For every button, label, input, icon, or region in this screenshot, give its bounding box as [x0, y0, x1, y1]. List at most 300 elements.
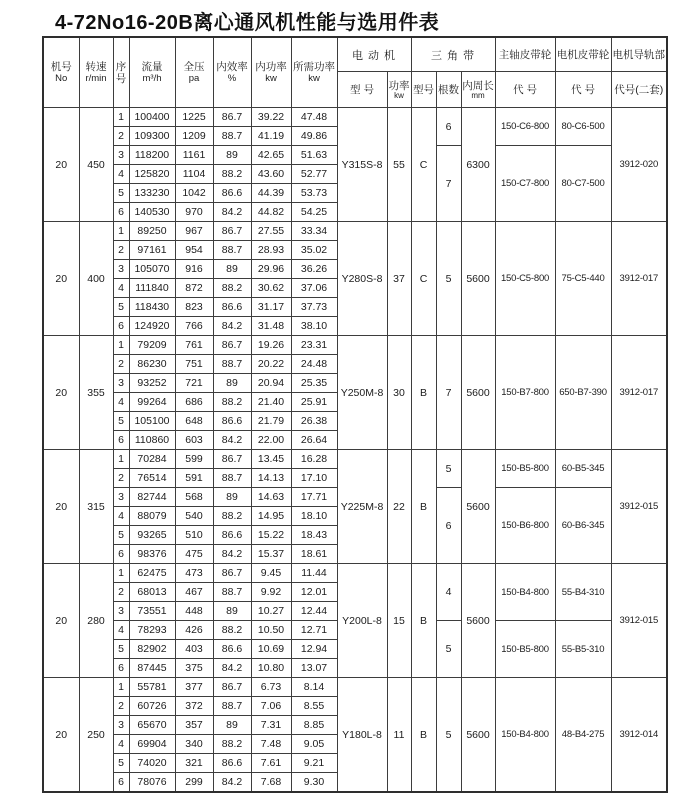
seq-cell: 4 — [113, 507, 129, 526]
pressure-cell: 1161 — [175, 146, 213, 165]
seq-cell: 2 — [113, 469, 129, 488]
required-power-cell: 37.06 — [291, 279, 337, 298]
table-row — [43, 678, 667, 697]
header-speed: 转速 r/min — [79, 37, 113, 108]
belt-count-cell: 5 — [436, 678, 461, 793]
belt-model-cell: C — [411, 222, 436, 336]
pressure-cell: 954 — [175, 241, 213, 260]
efficiency-cell: 88.7 — [213, 127, 251, 146]
table-row — [43, 564, 667, 583]
efficiency-cell: 84.2 — [213, 659, 251, 678]
flow-cell: 62475 — [129, 564, 175, 583]
speed-cell: 280 — [79, 564, 113, 678]
efficiency-cell: 86.7 — [213, 336, 251, 355]
seq-cell: 1 — [113, 564, 129, 583]
required-power-cell: 49.86 — [291, 127, 337, 146]
belt-count-cell: 5 — [436, 222, 461, 336]
belt-model-cell: B — [411, 336, 436, 450]
inner-power-cell: 44.39 — [251, 184, 291, 203]
header-belt-count: 根数 — [436, 72, 461, 108]
flow-cell: 88079 — [129, 507, 175, 526]
required-power-cell: 37.73 — [291, 298, 337, 317]
inner-power-cell: 29.96 — [251, 260, 291, 279]
speed-cell: 400 — [79, 222, 113, 336]
main-pulley-cell: 150-B4-800 — [495, 678, 555, 793]
efficiency-cell: 84.2 — [213, 203, 251, 222]
efficiency-cell: 88.7 — [213, 241, 251, 260]
efficiency-cell: 88.2 — [213, 735, 251, 754]
speed-cell: 250 — [79, 678, 113, 793]
inner-power-cell: 6.73 — [251, 678, 291, 697]
required-power-cell: 12.44 — [291, 602, 337, 621]
main-pulley-cell: 150-C5-800 — [495, 222, 555, 336]
motor-model-cell: Y200L-8 — [337, 564, 387, 678]
belt-model-cell: C — [411, 108, 436, 222]
inner-power-cell: 7.68 — [251, 773, 291, 793]
pressure-cell: 357 — [175, 716, 213, 735]
flow-cell: 105100 — [129, 412, 175, 431]
flow-cell: 89250 — [129, 222, 175, 241]
seq-cell: 2 — [113, 697, 129, 716]
motor-power-cell: 37 — [387, 222, 411, 336]
required-power-cell: 17.10 — [291, 469, 337, 488]
header-inner-power: 内功率 kw — [251, 37, 291, 108]
seq-cell: 1 — [113, 678, 129, 697]
inner-power-cell: 9.92 — [251, 583, 291, 602]
pressure-cell: 872 — [175, 279, 213, 298]
belt-length-cell: 5600 — [461, 450, 495, 564]
pressure-cell: 599 — [175, 450, 213, 469]
inner-power-cell: 31.17 — [251, 298, 291, 317]
flow-cell: 87445 — [129, 659, 175, 678]
header-main-pulley-code: 代 号 — [495, 72, 555, 108]
speed-cell: 315 — [79, 450, 113, 564]
pressure-cell: 970 — [175, 203, 213, 222]
motor-power-cell: 11 — [387, 678, 411, 793]
efficiency-cell: 88.2 — [213, 621, 251, 640]
pressure-cell: 448 — [175, 602, 213, 621]
pressure-cell: 721 — [175, 374, 213, 393]
main-pulley-cell: 150-C6-800 — [495, 108, 555, 146]
motor-pulley-cell: 48-B4-275 — [555, 678, 611, 793]
motor-pulley-cell: 650-B7-390 — [555, 336, 611, 450]
required-power-cell: 18.10 — [291, 507, 337, 526]
flow-cell: 124920 — [129, 317, 175, 336]
efficiency-cell: 86.6 — [213, 754, 251, 773]
inner-power-cell: 21.40 — [251, 393, 291, 412]
pressure-cell: 766 — [175, 317, 213, 336]
flow-cell: 70284 — [129, 450, 175, 469]
seq-cell: 6 — [113, 203, 129, 222]
efficiency-cell: 88.7 — [213, 583, 251, 602]
header-belt-model: 型号 — [411, 72, 436, 108]
inner-power-cell: 14.95 — [251, 507, 291, 526]
main-pulley-cell: 150-C7-800 — [495, 146, 555, 222]
flow-cell: 118200 — [129, 146, 175, 165]
belt-length-cell: 6300 — [461, 108, 495, 222]
seq-cell: 5 — [113, 184, 129, 203]
header-main-pulley: 主轴皮带轮 — [495, 37, 555, 72]
seq-cell: 3 — [113, 602, 129, 621]
required-power-cell: 25.91 — [291, 393, 337, 412]
flow-cell: 68013 — [129, 583, 175, 602]
flow-cell: 109300 — [129, 127, 175, 146]
flow-cell: 79209 — [129, 336, 175, 355]
required-power-cell: 11.44 — [291, 564, 337, 583]
belt-length-cell: 5600 — [461, 222, 495, 336]
inner-power-cell: 44.82 — [251, 203, 291, 222]
required-power-cell: 47.48 — [291, 108, 337, 127]
pressure-cell: 403 — [175, 640, 213, 659]
motor-model-cell: Y225M-8 — [337, 450, 387, 564]
pressure-cell: 1042 — [175, 184, 213, 203]
motor-pulley-cell: 80-C6-500 — [555, 108, 611, 146]
inner-power-cell: 42.65 — [251, 146, 291, 165]
inner-power-cell: 43.60 — [251, 165, 291, 184]
pressure-cell: 321 — [175, 754, 213, 773]
seq-cell: 1 — [113, 108, 129, 127]
belt-count-cell: 7 — [436, 336, 461, 450]
inner-power-cell: 13.45 — [251, 450, 291, 469]
table-row — [43, 222, 667, 241]
efficiency-cell: 86.6 — [213, 298, 251, 317]
required-power-cell: 54.25 — [291, 203, 337, 222]
inner-power-cell: 7.61 — [251, 754, 291, 773]
seq-cell: 4 — [113, 165, 129, 184]
required-power-cell: 51.63 — [291, 146, 337, 165]
required-power-cell: 33.34 — [291, 222, 337, 241]
flow-cell: 65670 — [129, 716, 175, 735]
table-body — [43, 108, 667, 793]
rail-cell: 3912-017 — [611, 222, 667, 336]
motor-power-cell: 15 — [387, 564, 411, 678]
belt-length-cell: 5600 — [461, 564, 495, 678]
inner-power-cell: 20.22 — [251, 355, 291, 374]
inner-power-cell: 9.45 — [251, 564, 291, 583]
seq-cell: 4 — [113, 393, 129, 412]
header-belt-group: 三 角 带 — [411, 37, 495, 72]
required-power-cell: 16.28 — [291, 450, 337, 469]
inner-power-cell: 41.19 — [251, 127, 291, 146]
efficiency-cell: 86.7 — [213, 222, 251, 241]
efficiency-cell: 88.2 — [213, 393, 251, 412]
seq-cell: 2 — [113, 127, 129, 146]
seq-cell: 3 — [113, 488, 129, 507]
required-power-cell: 13.07 — [291, 659, 337, 678]
required-power-cell: 9.05 — [291, 735, 337, 754]
seq-cell: 4 — [113, 735, 129, 754]
belt-model-cell: B — [411, 564, 436, 678]
flow-cell: 82744 — [129, 488, 175, 507]
pressure-cell: 761 — [175, 336, 213, 355]
efficiency-cell: 88.2 — [213, 279, 251, 298]
pressure-cell: 540 — [175, 507, 213, 526]
required-power-cell: 26.38 — [291, 412, 337, 431]
seq-cell: 3 — [113, 146, 129, 165]
flow-cell: 118430 — [129, 298, 175, 317]
required-power-cell: 17.71 — [291, 488, 337, 507]
seq-cell: 3 — [113, 374, 129, 393]
seq-cell: 6 — [113, 659, 129, 678]
machine-no-cell: 20 — [43, 108, 79, 222]
header-belt-length: 内周长 mm — [461, 72, 495, 108]
inner-power-cell: 20.94 — [251, 374, 291, 393]
pressure-cell: 823 — [175, 298, 213, 317]
efficiency-cell: 84.2 — [213, 545, 251, 564]
rail-cell: 3912-015 — [611, 450, 667, 564]
flow-cell: 78076 — [129, 773, 175, 793]
flow-cell: 133230 — [129, 184, 175, 203]
efficiency-cell: 86.6 — [213, 412, 251, 431]
pressure-cell: 377 — [175, 678, 213, 697]
seq-cell: 1 — [113, 222, 129, 241]
pressure-cell: 340 — [175, 735, 213, 754]
efficiency-cell: 86.7 — [213, 108, 251, 127]
required-power-cell: 8.85 — [291, 716, 337, 735]
required-power-cell: 18.61 — [291, 545, 337, 564]
inner-power-cell: 30.62 — [251, 279, 291, 298]
efficiency-cell: 84.2 — [213, 317, 251, 336]
seq-cell: 5 — [113, 526, 129, 545]
pressure-cell: 568 — [175, 488, 213, 507]
flow-cell: 86230 — [129, 355, 175, 374]
inner-power-cell: 39.22 — [251, 108, 291, 127]
flow-cell: 73551 — [129, 602, 175, 621]
seq-cell: 5 — [113, 640, 129, 659]
seq-cell: 6 — [113, 545, 129, 564]
machine-no-cell: 20 — [43, 678, 79, 793]
header-flow: 流量 m³/h — [129, 37, 175, 108]
flow-cell: 69904 — [129, 735, 175, 754]
pressure-cell: 1209 — [175, 127, 213, 146]
inner-power-cell: 10.27 — [251, 602, 291, 621]
inner-power-cell: 7.31 — [251, 716, 291, 735]
inner-power-cell: 14.13 — [251, 469, 291, 488]
efficiency-cell: 89 — [213, 488, 251, 507]
inner-power-cell: 28.93 — [251, 241, 291, 260]
pressure-cell: 1104 — [175, 165, 213, 184]
required-power-cell: 24.48 — [291, 355, 337, 374]
pressure-cell: 686 — [175, 393, 213, 412]
flow-cell: 110860 — [129, 431, 175, 450]
efficiency-cell: 86.6 — [213, 184, 251, 203]
required-power-cell: 36.26 — [291, 260, 337, 279]
header-rail-code: 代号(二套) — [611, 72, 667, 108]
required-power-cell: 8.55 — [291, 697, 337, 716]
belt-model-cell: B — [411, 450, 436, 564]
inner-power-cell: 10.50 — [251, 621, 291, 640]
motor-power-cell: 55 — [387, 108, 411, 222]
efficiency-cell: 89 — [213, 716, 251, 735]
efficiency-cell: 88.7 — [213, 469, 251, 488]
motor-pulley-cell: 60-B6-345 — [555, 488, 611, 564]
flow-cell: 99264 — [129, 393, 175, 412]
efficiency-cell: 86.6 — [213, 526, 251, 545]
rail-cell: 3912-017 — [611, 336, 667, 450]
inner-power-cell: 10.80 — [251, 659, 291, 678]
header-motor-group: 电 动 机 — [337, 37, 411, 72]
efficiency-cell: 88.7 — [213, 697, 251, 716]
speed-cell: 450 — [79, 108, 113, 222]
seq-cell: 1 — [113, 336, 129, 355]
inner-power-cell: 21.79 — [251, 412, 291, 431]
flow-cell: 111840 — [129, 279, 175, 298]
seq-cell: 3 — [113, 260, 129, 279]
required-power-cell: 12.94 — [291, 640, 337, 659]
machine-no-cell: 20 — [43, 564, 79, 678]
efficiency-cell: 86.6 — [213, 640, 251, 659]
flow-cell: 105070 — [129, 260, 175, 279]
efficiency-cell: 84.2 — [213, 773, 251, 793]
seq-cell: 2 — [113, 241, 129, 260]
motor-model-cell: Y280S-8 — [337, 222, 387, 336]
header-machine-no: 机号 No — [43, 37, 79, 108]
pressure-cell: 1225 — [175, 108, 213, 127]
header-efficiency: 内效率 % — [213, 37, 251, 108]
main-pulley-cell: 150-B6-800 — [495, 488, 555, 564]
motor-pulley-cell: 55-B4-310 — [555, 564, 611, 621]
motor-model-cell: Y315S-8 — [337, 108, 387, 222]
header-pressure: 全压 pa — [175, 37, 213, 108]
efficiency-cell: 88.7 — [213, 355, 251, 374]
inner-power-cell: 31.48 — [251, 317, 291, 336]
flow-cell: 74020 — [129, 754, 175, 773]
pressure-cell: 603 — [175, 431, 213, 450]
rail-cell: 3912-020 — [611, 108, 667, 222]
inner-power-cell: 19.26 — [251, 336, 291, 355]
seq-cell: 2 — [113, 583, 129, 602]
motor-power-cell: 22 — [387, 450, 411, 564]
efficiency-cell: 88.2 — [213, 165, 251, 184]
efficiency-cell: 89 — [213, 374, 251, 393]
motor-power-cell: 30 — [387, 336, 411, 450]
required-power-cell: 52.77 — [291, 165, 337, 184]
header-motor-model: 型 号 — [337, 72, 387, 108]
pressure-cell: 299 — [175, 773, 213, 793]
inner-power-cell: 10.69 — [251, 640, 291, 659]
belt-length-cell: 5600 — [461, 678, 495, 793]
efficiency-cell: 84.2 — [213, 431, 251, 450]
efficiency-cell: 86.7 — [213, 564, 251, 583]
motor-pulley-cell: 55-B5-310 — [555, 621, 611, 678]
machine-no-cell: 20 — [43, 450, 79, 564]
seq-cell: 5 — [113, 412, 129, 431]
motor-model-cell: Y250M-8 — [337, 336, 387, 450]
header-motor-pulley: 电机皮带轮 — [555, 37, 611, 72]
header-rail: 电机导轨部 — [611, 37, 667, 72]
flow-cell: 93252 — [129, 374, 175, 393]
motor-pulley-cell: 80-C7-500 — [555, 146, 611, 222]
pressure-cell: 751 — [175, 355, 213, 374]
required-power-cell: 12.71 — [291, 621, 337, 640]
pressure-cell: 475 — [175, 545, 213, 564]
flow-cell: 93265 — [129, 526, 175, 545]
seq-cell: 3 — [113, 716, 129, 735]
machine-no-cell: 20 — [43, 222, 79, 336]
flow-cell: 125820 — [129, 165, 175, 184]
inner-power-cell: 15.22 — [251, 526, 291, 545]
flow-cell: 78293 — [129, 621, 175, 640]
seq-cell: 6 — [113, 431, 129, 450]
flow-cell: 100400 — [129, 108, 175, 127]
rail-cell: 3912-015 — [611, 564, 667, 678]
main-pulley-cell: 150-B5-800 — [495, 621, 555, 678]
belt-count-cell: 4 — [436, 564, 461, 621]
flow-cell: 82902 — [129, 640, 175, 659]
table-row — [43, 108, 667, 127]
motor-pulley-cell: 60-B5-345 — [555, 450, 611, 488]
flow-cell: 97161 — [129, 241, 175, 260]
required-power-cell: 38.10 — [291, 317, 337, 336]
belt-count-cell: 6 — [436, 108, 461, 146]
table-row — [43, 336, 667, 355]
flow-cell: 76514 — [129, 469, 175, 488]
pressure-cell: 510 — [175, 526, 213, 545]
inner-power-cell: 7.48 — [251, 735, 291, 754]
pressure-cell: 467 — [175, 583, 213, 602]
seq-cell: 2 — [113, 355, 129, 374]
required-power-cell: 8.14 — [291, 678, 337, 697]
inner-power-cell: 22.00 — [251, 431, 291, 450]
seq-cell: 4 — [113, 279, 129, 298]
header-motor-pulley-code: 代 号 — [555, 72, 611, 108]
pressure-cell: 426 — [175, 621, 213, 640]
main-pulley-cell: 150-B4-800 — [495, 564, 555, 621]
efficiency-cell: 86.7 — [213, 450, 251, 469]
required-power-cell: 12.01 — [291, 583, 337, 602]
required-power-cell: 35.02 — [291, 241, 337, 260]
main-pulley-cell: 150-B5-800 — [495, 450, 555, 488]
speed-cell: 355 — [79, 336, 113, 450]
belt-model-cell: B — [411, 678, 436, 793]
inner-power-cell: 14.63 — [251, 488, 291, 507]
performance-table — [42, 36, 668, 793]
motor-pulley-cell: 75-C5-440 — [555, 222, 611, 336]
motor-model-cell: Y180L-8 — [337, 678, 387, 793]
required-power-cell: 26.64 — [291, 431, 337, 450]
belt-count-cell: 7 — [436, 146, 461, 222]
pressure-cell: 473 — [175, 564, 213, 583]
seq-cell: 4 — [113, 621, 129, 640]
pressure-cell: 916 — [175, 260, 213, 279]
seq-cell: 6 — [113, 773, 129, 793]
belt-count-cell: 5 — [436, 450, 461, 488]
required-power-cell: 9.30 — [291, 773, 337, 793]
belt-count-cell: 6 — [436, 488, 461, 564]
belt-count-cell: 5 — [436, 621, 461, 678]
inner-power-cell: 15.37 — [251, 545, 291, 564]
belt-length-cell: 5600 — [461, 336, 495, 450]
efficiency-cell: 89 — [213, 602, 251, 621]
required-power-cell: 9.21 — [291, 754, 337, 773]
required-power-cell: 25.35 — [291, 374, 337, 393]
page-title: 4-72No16-20B离心通风机性能与选用件表 — [55, 12, 440, 34]
required-power-cell: 23.31 — [291, 336, 337, 355]
pressure-cell: 967 — [175, 222, 213, 241]
header-required-power: 所需功率 kw — [291, 37, 337, 108]
flow-cell: 60726 — [129, 697, 175, 716]
table-row — [43, 450, 667, 469]
required-power-cell: 18.43 — [291, 526, 337, 545]
flow-cell: 98376 — [129, 545, 175, 564]
seq-cell: 5 — [113, 298, 129, 317]
flow-cell: 140530 — [129, 203, 175, 222]
pressure-cell: 591 — [175, 469, 213, 488]
efficiency-cell: 88.2 — [213, 507, 251, 526]
efficiency-cell: 89 — [213, 260, 251, 279]
efficiency-cell: 86.7 — [213, 678, 251, 697]
flow-cell: 55781 — [129, 678, 175, 697]
